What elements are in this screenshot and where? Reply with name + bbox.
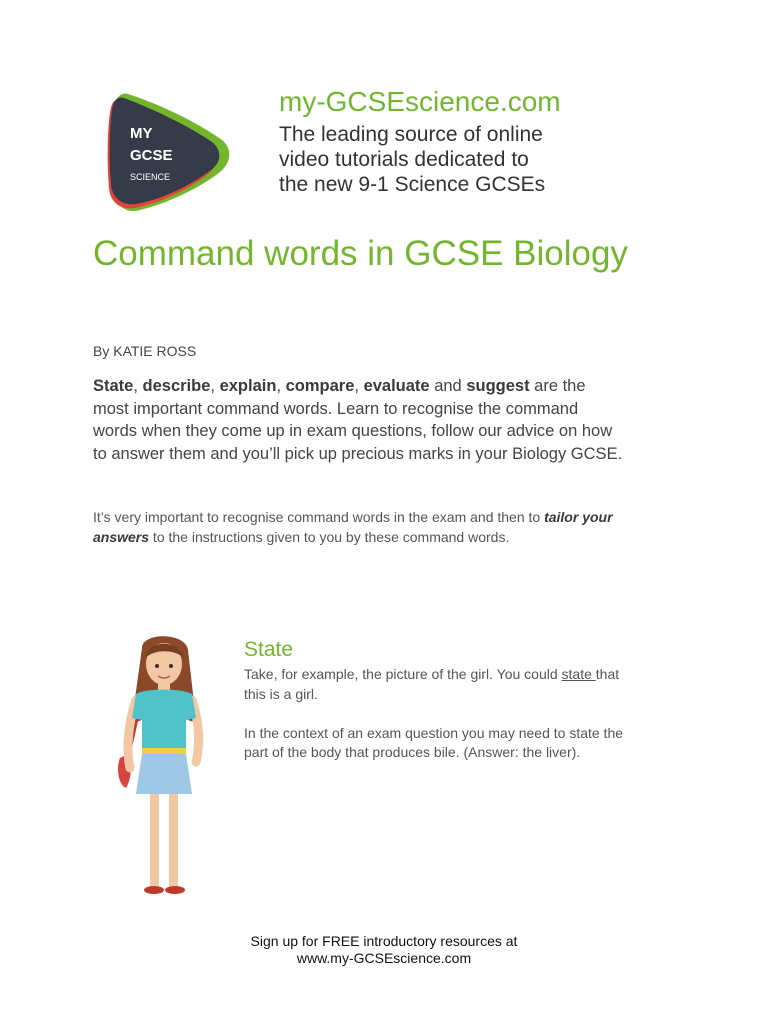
command-word-state: State — [93, 377, 134, 395]
command-word-compare: compare — [285, 377, 355, 395]
separator: , — [276, 377, 286, 395]
note-paragraph — [93, 508, 713, 547]
author-byline: By KATIE ROSS — [93, 343, 197, 359]
tagline-line: the new 9-1 Science GCSEs — [279, 173, 546, 196]
tagline-line: video tutorials dedicated to — [279, 148, 529, 171]
intro-line: words when they come up in exam questions, follow our advice on how — [93, 422, 613, 440]
logo-text-gcse: GCSE — [130, 147, 173, 164]
section-line: In the context of an exam question you may need to state the — [244, 724, 624, 741]
tagline-line: The leading source of online — [279, 123, 543, 146]
note-line — [93, 508, 713, 528]
logo-text-science: SCIENCE — [130, 172, 171, 182]
intro-line — [93, 375, 693, 398]
document-title: Command words in GCSE Biology — [93, 234, 628, 273]
intro-text: are the — [529, 377, 586, 395]
note-line — [93, 528, 713, 548]
section-text: Take, for example, the picture of the girl. You could — [244, 666, 562, 682]
command-word-evaluate: evaluate — [363, 377, 430, 395]
my-gcse-science-logo — [100, 88, 235, 213]
section-title-state: State — [244, 638, 294, 661]
section-line: this is a girl. — [244, 685, 318, 702]
footer — [0, 933, 768, 967]
intro-line: to answer them and you’ll pick up precious marks in your Biology GCSE. — [93, 444, 623, 463]
command-word-suggest: suggest — [466, 377, 530, 395]
note-text: to the instructions given to you by these command words. — [149, 528, 510, 545]
section-line — [244, 665, 684, 685]
section-line: part of the body that produces bile. (Answer: the liver). — [244, 744, 581, 760]
separator: , — [354, 377, 364, 395]
note-emphasis: answers — [93, 528, 150, 545]
command-word-explain: explain — [219, 377, 277, 395]
intro-line: most important command words. Learn to recognise the command — [93, 399, 579, 418]
footer-url: www.my-GCSEscience.com — [296, 950, 472, 966]
section-text: that — [595, 666, 620, 682]
logo-text-my: MY — [130, 125, 153, 142]
note-emphasis: tailor your — [544, 509, 613, 525]
paragraph-gap — [244, 704, 684, 724]
intro-paragraph — [93, 375, 693, 465]
footer-line: Sign up for FREE introductory resources at — [250, 933, 518, 949]
tagline — [279, 122, 659, 197]
separator: and — [429, 377, 467, 395]
underlined-word-state: state — [561, 666, 596, 682]
separator: , — [133, 377, 143, 395]
separator: , — [210, 377, 220, 395]
site-url-heading: my-GCSEscience.com — [279, 86, 561, 117]
command-word-describe: describe — [142, 377, 211, 395]
girl-illustration-icon — [112, 628, 216, 900]
section-body-state — [244, 665, 684, 763]
note-text: It’s very important to recognise command words in the exam and then to — [93, 509, 545, 525]
